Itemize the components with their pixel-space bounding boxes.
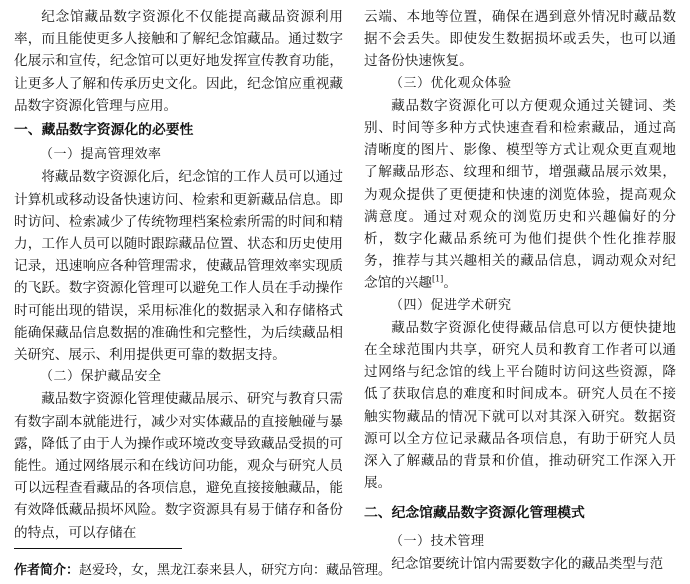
visitor-experience-text: 藏品数字资源化可以方便观众通过关键词、类别、时间等多种方式快速查看和检索藏品，通过高清晰度的图片、影像、模型等方式让观众更直观地了解藏品形态、纹理和细节，增强藏品展示效果，为观众提供了更便捷和快速的浏览体验，提高观众满意度。通过对观众的浏览历史和兴趣偏好的分析，数字化藏品系统可为他们提供个性化推荐服务，推荐与其兴趣相关的藏品信息，调动观众对纪念馆的兴趣	[364, 97, 676, 292]
section-heading-management-mode: 二、纪念馆藏品数字资源化管理模式	[364, 505, 585, 522]
footnote-label: 作者简介：	[14, 563, 80, 578]
subheading-academic-research: （四）促进学术研究	[390, 297, 512, 313]
paragraph-academic-research: 藏品数字资源化使得藏品信息可以方便快捷地在全球范围内共享，研究人员和教育工作者可以通过网络与纪念馆的线上平台随时访问这些资源，降低了获取信息的难度和时间成本。研究人员在不接触实物藏品的情况下就可以对其深入研究。数据资源可以全方位记录藏品各项信息，有助于研究人员深入了解藏品的背景和价值，推动研究工作深入开展。	[364, 319, 676, 492]
paragraph-technical-management: 纪念馆要统计馆内需要数字化的藏品类型与范	[391, 555, 664, 572]
section-heading-necessity: 一、藏品数字资源化的必要性	[14, 122, 194, 139]
footnote-divider	[14, 548, 182, 549]
paragraph-collection-safety: 藏品数字资源化管理使藏品展示、研究与教育只需有数字副本就能进行，减少对实体藏品的直接触碰与暴露，降低了由于人为操作或环境改变导致藏品受损的可能性。通过网络展示和在线访问功能，观众与研究人员可以远程查看藏品的各项信息，避免直接接触藏品，能有效降低藏品损坏风险。数字资源具有易于储存和备份的特点，可以存储在	[14, 391, 343, 541]
paragraph-visitor-experience	[364, 95, 676, 295]
footnote-text: 赵爱玲，女，黑龙江泰来县人，研究方向：藏品管理。	[79, 563, 392, 578]
paragraph-continuation: 云端、本地等位置，确保在遇到意外情况时藏品数据不会丢失。即使发生数据损坏或丢失，也可以通过备份快速恢复。	[364, 9, 676, 70]
citation-ref: [1]	[431, 274, 444, 284]
paragraph-management-efficiency: 将藏品数字资源化后，纪念馆的工作人员可以通过计算机或移动设备快速访问、检索和更新藏品信息。即时访问、检索减少了传统物理档案检索所需的时间和精力，工作人员可以随时跟踪藏品位置、状态和历史使用记录，迅速响应各种管理需求，使藏品管理效率实现质的飞跃。数字资源化管理可以避免工作人员在手动操作时可能出现的错误，采用标准化的数据录入和存储格式能确保藏品信息数据的准确性和完整性，为后续藏品相关研究、展示、利用提供更可靠的数据支持。	[14, 169, 343, 364]
right-column	[364, 6, 676, 575]
left-column	[14, 6, 343, 544]
subheading-collection-safety: （二）保护藏品安全	[40, 369, 162, 385]
subheading-management-efficiency: （一）提高管理效率	[40, 147, 162, 163]
author-footnote	[14, 562, 391, 580]
subheading-technical-management: （一）技术管理	[390, 533, 485, 549]
intro-paragraph: 纪念馆藏品数字资源化不仅能提高藏品资源利用率，而且能使更多人接触和了解纪念馆藏品。通过数字化展示和宣传，纪念馆可以更好地发挥宣传教育功能，让更多人了解和传承历史文化。因此，纪念馆应重视藏品数字资源化管理与应用。	[14, 9, 343, 114]
visitor-experience-end: 。	[443, 275, 457, 292]
subheading-visitor-experience: （三）优化观众体验	[390, 75, 512, 91]
